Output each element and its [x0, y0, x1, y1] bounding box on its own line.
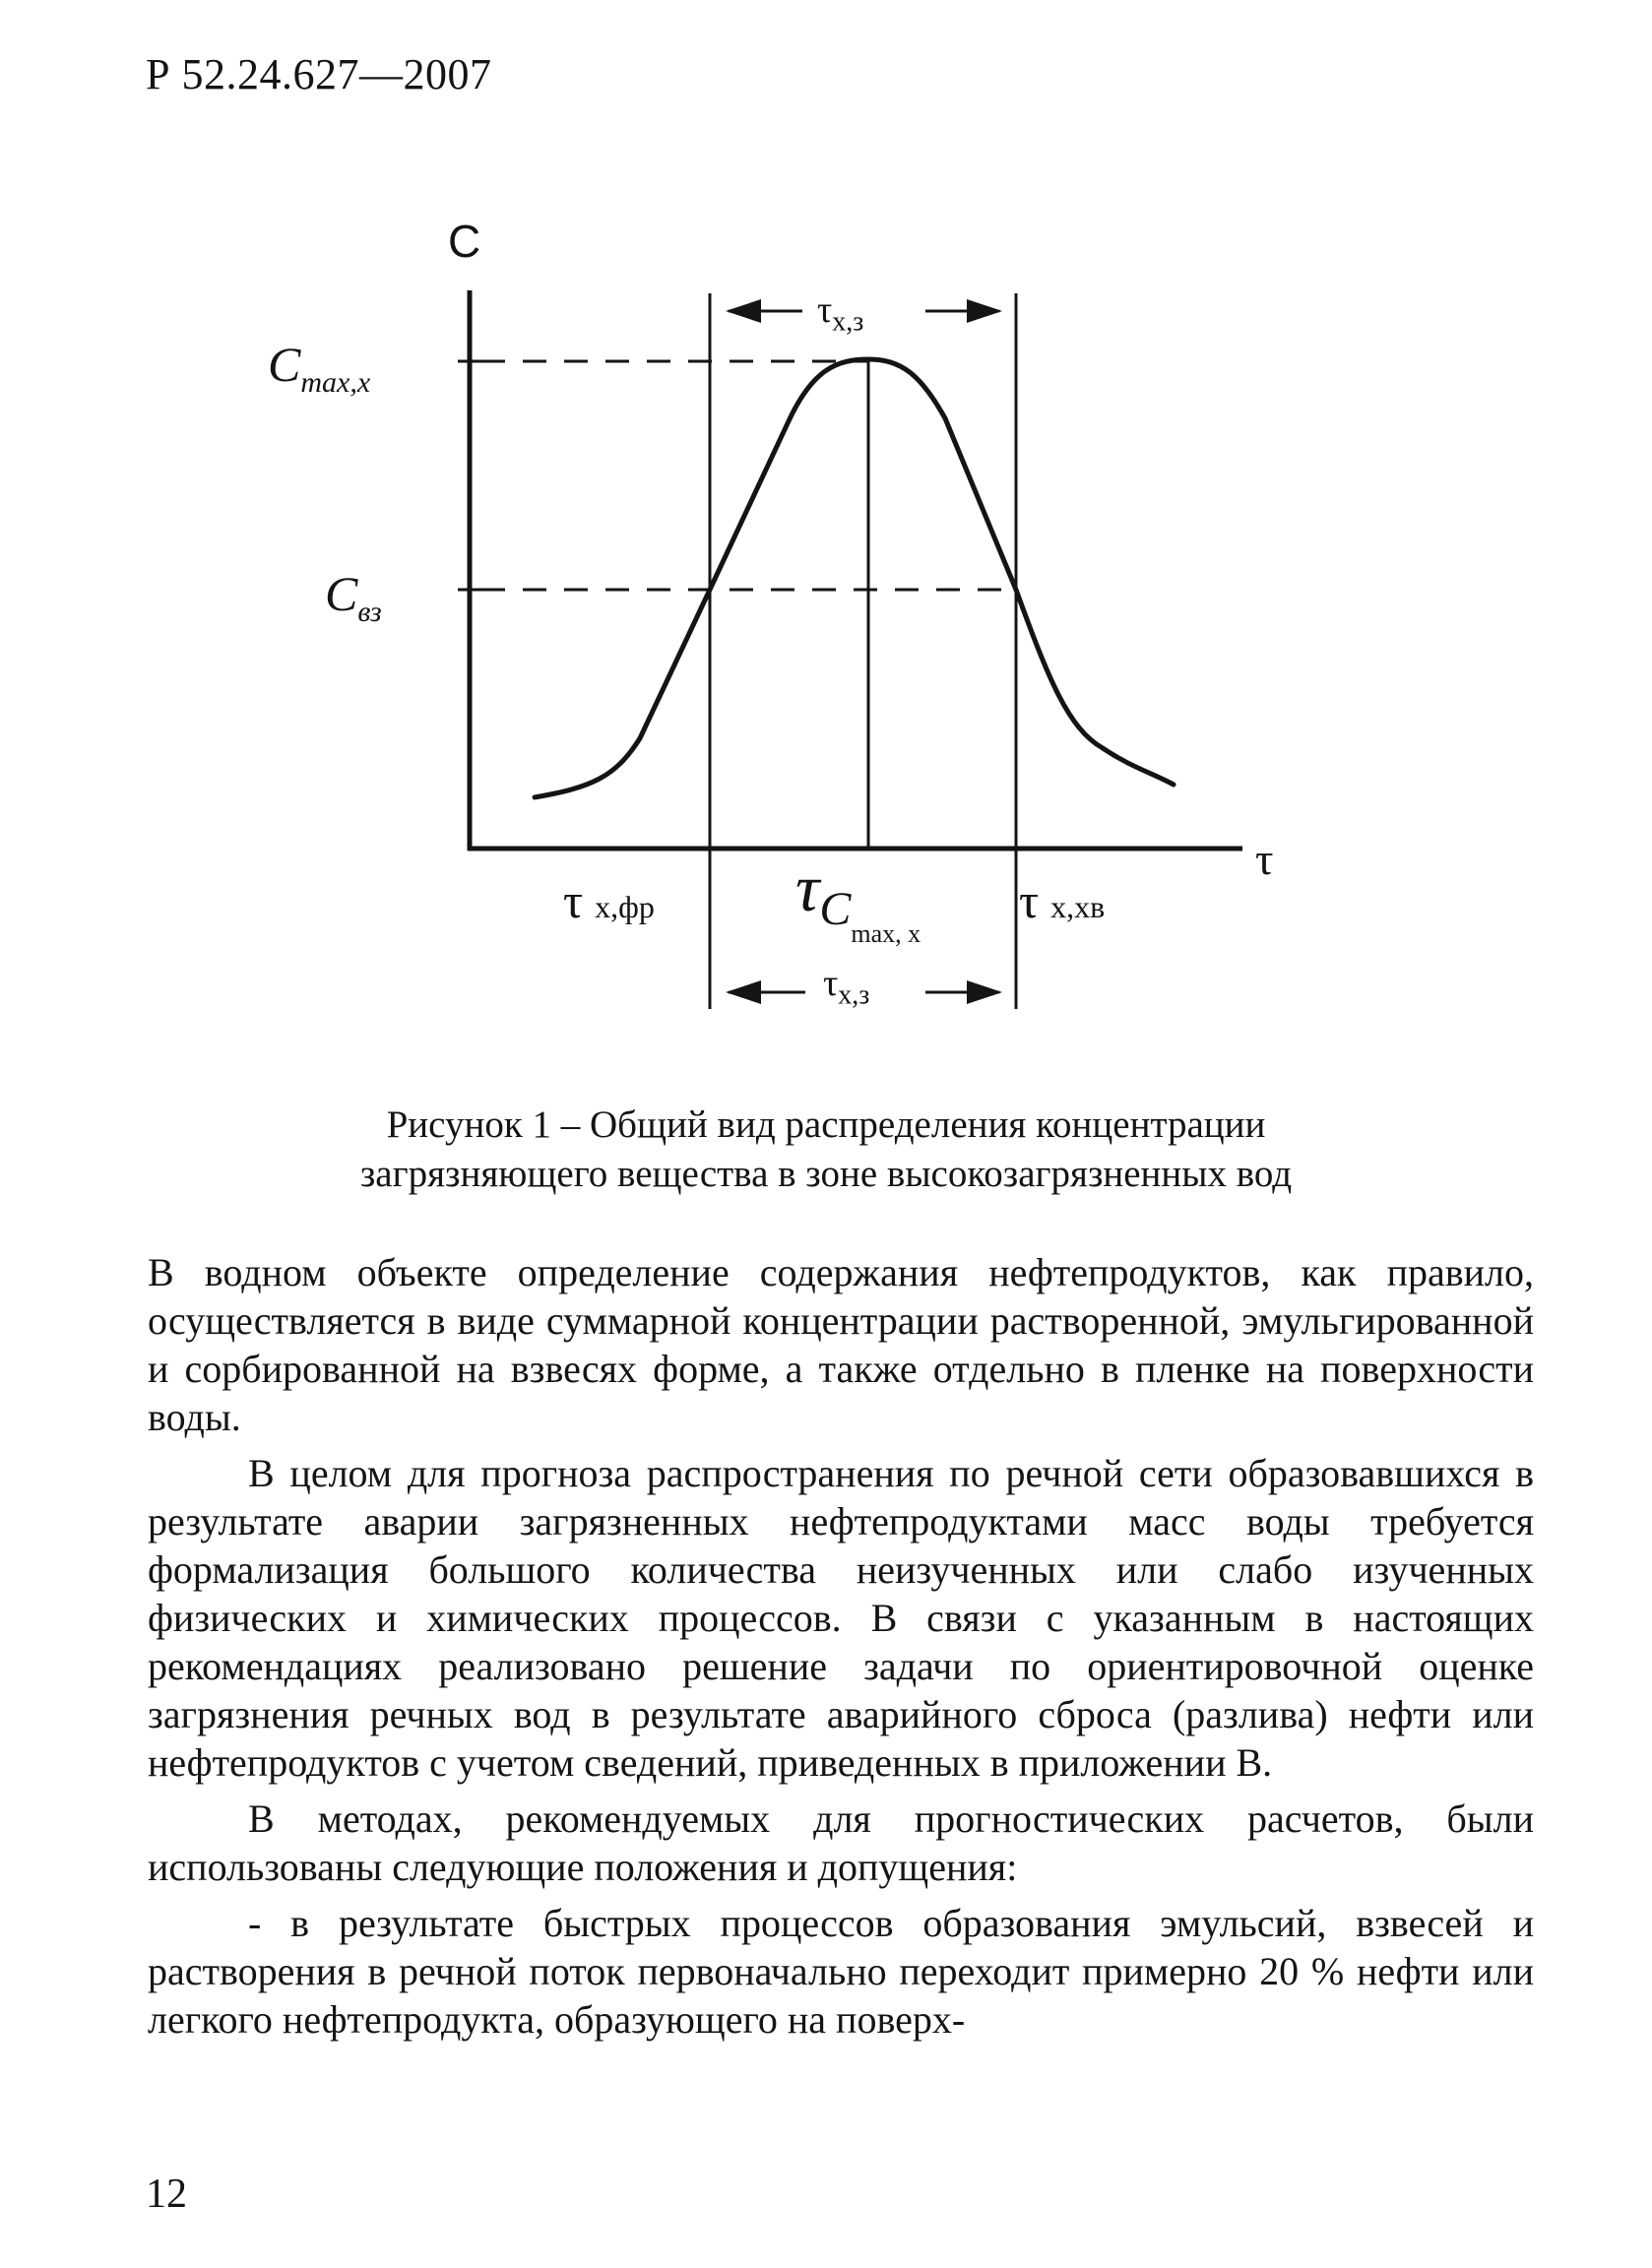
y-axis-label: С: [448, 216, 481, 267]
page-number: 12: [146, 2172, 187, 2217]
body-text: [148, 1248, 1534, 2051]
paragraph-3: В методах, рекомендуемых для прогностических расчетов, были использованы следующие положения и допущения:: [148, 1796, 1534, 1889]
tau-tail-label: τх,хв: [1019, 873, 1106, 928]
caption-line-2: загрязняющего вещества в зоне высокозагрязненных вод: [359, 1153, 1293, 1195]
interval-label-top: $\tau_{х,з}$: [817, 289, 864, 338]
concentration-figure: [0, 0, 1652, 1083]
cvz-label: $C_{вз}$: [325, 566, 382, 628]
tau-cmax-label: $\tau_{Cmax, x}$: [795, 850, 921, 948]
figure-caption: [197, 1101, 1455, 1199]
document-code: Р 52.24.627—2007: [146, 50, 492, 98]
paragraph-1: В водном объекте определение содержания нефтепродуктов, как правило, осуществляется в виде суммарной концентрации растворенной, эмульгированной и сорбированной на взвесях форме, а также отдельно в пленке на поверхности воды.: [148, 1250, 1534, 1439]
x-axis-label: τ: [1255, 834, 1274, 884]
list-item: - в результате быстрых процессов образования эмульсий, взвесей и растворения в речной поток первоначально переходит примерно 20 % нефти или легкого нефтепродукта, образующего на поверх-: [148, 1901, 1534, 2042]
paragraph-2: В целом для прогноза распространения по речной сети образовавшихся в результате аварии загрязненных нефтепродуктами масс воды требуется формализация большого количества неизученных или слабо изученных физических и химических процессов. В связи с указанным в настоящих рекомендациях реализовано решение задачи по ориентировочной оценке загрязнения речных вод в результате аварийного сброса (разлива) нефти или нефтепродуктов с учетом сведений, приведенных в приложении В.: [148, 1451, 1534, 1785]
interval-label-bottom: $\tau_{х,з}$: [823, 963, 870, 1011]
tau-front-label: τх,фр: [563, 873, 655, 928]
concentration-curve: [535, 359, 1174, 797]
caption-line-1: Рисунок 1 – Общий вид распределения концентрации: [386, 1103, 1266, 1146]
cmax-label: $C_{max,x}$: [268, 337, 371, 399]
